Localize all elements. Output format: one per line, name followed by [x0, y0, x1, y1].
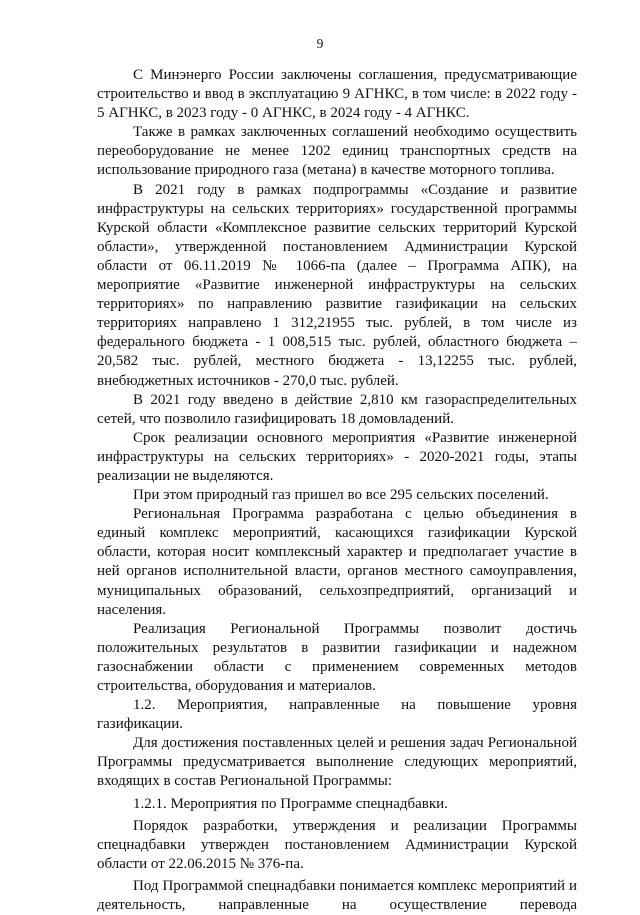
paragraph-regional-program-purpose: Региональная Программа разработана с целью объединения в единый комплекс мероприятий, касающихся газификации Курской области, которая носит комплексный характер и предполагает участие в ней органов исполнительной власти, органов местного самоуправления, муниципальных образований, сельхозпредприятий, организаций и населения.: [97, 506, 577, 618]
section-heading-1-2-1: 1.2.1. Мероприятия по Программе спецнадбавки.: [133, 795, 448, 812]
paragraph-special-surcharge-definition: Под Программой спецнадбавки понимается комплекс мероприятий и деятельность, направленные на осуществление перевода: [97, 877, 577, 914]
page-number: 9: [316, 36, 324, 51]
paragraph-agnks-agreements: С Минэнерго России заключены соглашения, предусматривающие строительство и ввод в эксплуатацию 9 АГНКС, в том числе: в 2022 году - 5 АГНКС, в 2023 году - 0 АГНКС, в 2024 году - 4 АГНКС.: [97, 67, 577, 122]
paragraph-rural-settlements: При этом природный газ пришел во все 295 сельских поселений.: [133, 487, 549, 504]
paragraph-apk-program-2021: В 2021 году в рамках подпрограммы «Создание и развитие инфраструктуры на сельских территориях» государственной программы Курской области «Комплексное развитие сельских территорий Курской области», утвержденной постановлением Администрации Курской области от 06.11.2019 № 1066-па (далее – Программа АПК), на мероприятие «Развитие инженерной инфраструктуры на сельских территориях» по направлению развитие газификации на сельских территориях направлено 1 312,21955 тыс. рублей, в том числе из федерального бюджета - 1 008,515 тыс. рублей, областного бюджета – 20,582 тыс. рублей, местного бюджета - 13,12255 тыс. рублей, внебюджетных источников - 270,0 тыс. рублей.: [97, 181, 577, 389]
paragraph-vehicle-conversion: Также в рамках заключенных соглашений необходимо осуществить переоборудование не менее 1202 единиц транспортных средств на использование природного газа (метана) в качестве моторного топлива.: [97, 124, 577, 179]
paragraph-planned-activities: Для достижения поставленных целей и решения задач Региональной Программы предусматривается выполнение следующих мероприятий, входящих в состав Региональной Программы:: [97, 735, 577, 790]
paragraph-gas-networks-2021: В 2021 году введено в действие 2,810 км газораспределительных сетей, что позволило газифицировать 18 домовладений.: [97, 391, 577, 427]
paragraph-special-surcharge-order: Порядок разработки, утверждения и реализации Программы спецнадбавки утвержден постановлением Администрации Курской области от 22.06.2015 № 376-па.: [97, 817, 577, 872]
paragraph-regional-program-results: Реализация Региональной Программы позволит достичь положительных результатов в развитии газификации и надежном газоснабжении области с применением современных методов строительства, оборудования и материалов.: [97, 620, 577, 694]
document-body: [97, 66, 577, 915]
section-heading-1-2: 1.2. Мероприятия, направленные на повышение уровня газификации.: [97, 697, 577, 733]
paragraph-implementation-period: Срок реализации основного мероприятия «Развитие инженерной инфраструктуры на сельских территориях» - 2020-2021 годы, этапы реализации не выделяются.: [97, 429, 577, 484]
